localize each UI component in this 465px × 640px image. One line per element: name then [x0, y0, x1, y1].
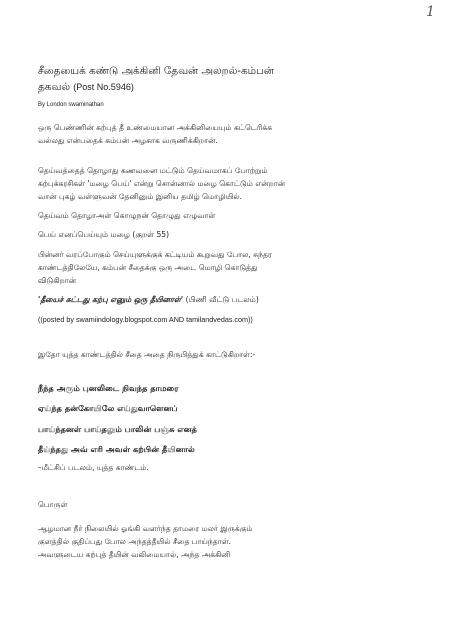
post-number: (Post No.5946) — [73, 82, 134, 92]
quote-line — [38, 295, 259, 305]
para2-line-1: தெய்வத்தைத் தொழாது கணவனை மட்டும் தெய்வமாகப் போற்றும் — [38, 166, 268, 175]
kural-line-1: தெய்வம் தொழாஅள் கொழுநன் தொழுது எழுவாள் — [38, 211, 216, 220]
byline: By London swaminathan — [38, 102, 104, 108]
verse-line-3: பாய்ந்தனள் பாய்தலும் பாலின் பஞ்சு எனத் — [38, 424, 197, 434]
verse-line-4: தீய்ந்தது அவ் எரி அவள் கற்பின் தீயினால் — [38, 444, 195, 454]
verse-line-2: ஏய்ந்த தன்கோயிலே எய்துவாளெனப் — [38, 403, 178, 413]
intro-line: இதோ யுத்த காண்டத்தில் சீதை அதை நிருபித்துக் காட்டுகிறாள்:- — [38, 350, 256, 359]
para3-line-2: காண்டத்திலேயே, கம்பன் சீதைக்கு ஒரு அடை மொழி கொடுத்து — [38, 263, 258, 272]
posted-by: ((posted by swamiindology.blogspot.com AND tamilandvedas.com)) — [38, 315, 253, 324]
meaning-line-3: அவளுடைய கற்புத் தீயின் வலிமையால், அந்த அக்கினி — [38, 550, 231, 559]
verse-line-1: நீந்த அரும் புனலிடை நிவந்த தாமரை — [38, 383, 179, 393]
verse-source: –மீட்சிப் படலம், யுத்த காண்டம். — [38, 463, 149, 472]
quote-source: (பிணி வீட்டு படலம்) — [183, 295, 259, 304]
meaning-heading: பொருள் — [38, 500, 68, 509]
para2-line-3: வான் புகழ் வள்ளுவன் தேனினும் இனிய தமிழ் மொழியில். — [38, 192, 243, 201]
meaning-line-1: ஆழமான நீர் நிலையில் ஓங்கி வளர்ந்த தாமரை மலர் இருக்கும் — [38, 524, 253, 533]
title-line-1: சீதையைக் கண்டு அக்கினி தேவன் அலறல்-கம்பன் — [38, 65, 274, 77]
para3-line-3: விடுகிறான் — [38, 276, 77, 285]
title-line-2-tamil: தகவல் — [38, 81, 74, 93]
para1-line-2: வல்லது என்பதைக் கம்பன் அழகாக வருணிக்கிறான். — [38, 136, 218, 145]
kural-line-2: பெய் எனப்பெய்யும் மழை (குறள் 55) — [38, 230, 170, 239]
title-line-2 — [38, 80, 134, 94]
para2-line-2: கற்புக்கரசிகள் 'மழை பெய்' என்று சொன்னால் மழை கொட்டும் என்றான் — [38, 179, 286, 188]
meaning-line-2: குளத்தில் குதிப்பது போல அந்தத்தீயில் சீதை பாய்ந்தாள். — [38, 537, 231, 546]
para3-line-1: பின்னர் வரப்போகும் செய்யுளுக்குக் கட்டியம் கூறுவது போல, சுந்தர — [38, 250, 272, 259]
quote-bold: 'தீயைச் சுட்டது கற்பு எனும் ஒரு தீயினாள்' — [38, 295, 184, 304]
page-number: 1 — [426, 4, 435, 20]
para1-line-1: ஒரு பெண்ணின் கற்புத் தீ உண்மையான அக்கினியையும் சுட்டெரிக்க — [38, 123, 273, 132]
